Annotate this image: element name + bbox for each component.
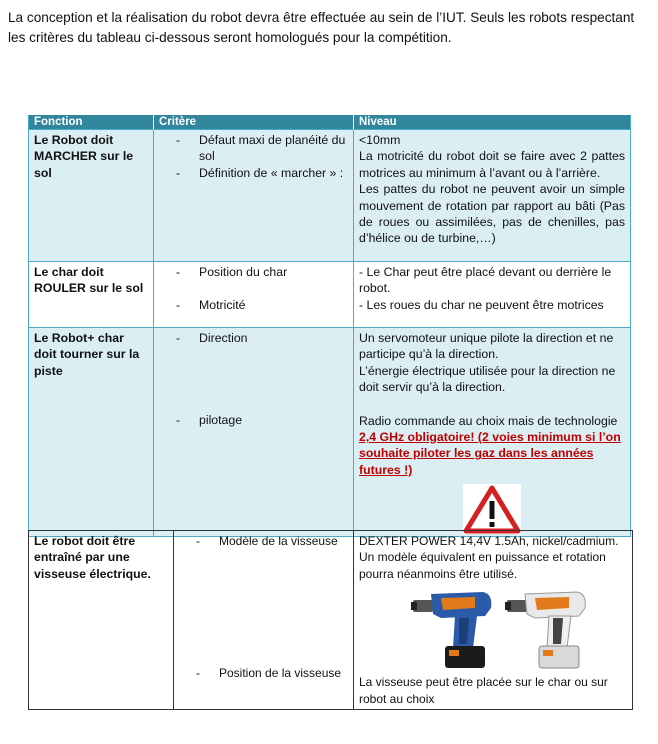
niveau-text: DEXTER POWER 14,4V 1.5Ah, nickel/cadmium.: [359, 534, 619, 548]
niveau-text: - Les roues du char ne peuvent être motrices: [359, 297, 604, 312]
fonction-cell: Le Robot+ char doit tourner sur la piste: [29, 328, 154, 537]
table-row: [29, 130, 631, 262]
critere-item: - Définition de « marcher » :: [159, 165, 348, 181]
critere-cell: [154, 262, 354, 328]
critere-item: - Motricité: [159, 297, 348, 313]
niveau-text: Radio commande au choix mais de technologie: [359, 413, 618, 428]
niveau-cell: [354, 328, 631, 537]
drill-blue-icon: [411, 586, 499, 672]
niveau-cell: [354, 531, 633, 710]
drill-white-icon: [505, 586, 593, 672]
criteria-table: [28, 115, 631, 537]
fonction-cell: Le robot doit être entraîné par une visseuse électrique.: [29, 531, 174, 710]
header-fonction: Fonction: [29, 115, 154, 130]
niveau-text: - Le Char peut être placé devant ou derrière le robot.: [359, 265, 612, 296]
niveau-cell: [354, 262, 631, 328]
niveau-text: Un servomoteur unique pilote la direction et ne participe qu’à la direction.: [359, 331, 614, 362]
niveau-text: L’énergie électrique utilisée pour la direction ne doit servir qu’à la direction.: [359, 363, 616, 395]
critere-cell: [154, 130, 354, 262]
niveau-text: <10mm: [359, 133, 401, 147]
intro-paragraph: La conception et la réalisation du robot devra être effectuée au sein de l’IUT. Seuls les robots respectant les critères du tableau ci-dessous seront homologués pour la compétition.: [8, 10, 635, 45]
niveau-text: La motricité du robot doit se faire avec 2 pattes motrices au minimum à l’avant ou à l’arrière.: [359, 149, 625, 180]
critere-cell: [154, 328, 354, 537]
critere-item: - Position de la visseuse: [179, 665, 348, 681]
critere-item: - Position du char: [159, 264, 348, 280]
table-row: [29, 328, 631, 537]
critere-item: - Direction: [159, 330, 348, 346]
niveau-text: Les pattes du robot ne peuvent avoir un simple mouvement de rotation par rapport au bâti (Pas de roues ou assimilées, pas de chenilles, pas d’hélice ou de turbine,…): [359, 182, 625, 246]
fonction-cell: Le Robot doit MARCHER sur le sol: [29, 130, 154, 262]
critere-item: - pilotage: [159, 412, 348, 428]
drills-image: [359, 586, 627, 672]
header-critere: Critère: [154, 115, 354, 130]
table-row: [29, 531, 633, 710]
warning-triangle-icon: [463, 484, 521, 534]
header-niveau: Niveau: [354, 115, 631, 130]
drill-table: [28, 530, 633, 710]
critere-item: - Défaut maxi de planéité du sol: [159, 132, 348, 165]
niveau-cell: [354, 130, 631, 262]
table-header-row: [29, 115, 631, 130]
niveau-text: La visseuse peut être placée sur le char ou sur robot au choix: [359, 675, 608, 706]
table-row: [29, 262, 631, 328]
fonction-cell: Le char doit ROULER sur le sol: [29, 262, 154, 328]
niveau-red-text: 2,4 GHz obligatoire! (2 voies minimum si l’on souhaite piloter les gaz dans les années futures !): [359, 430, 621, 477]
niveau-text: Un modèle équivalent en puissance et rotation pourra néanmoins être utilisé.: [359, 550, 606, 581]
critere-item: - Modèle de la visseuse: [179, 533, 348, 549]
critere-cell: [174, 531, 354, 710]
